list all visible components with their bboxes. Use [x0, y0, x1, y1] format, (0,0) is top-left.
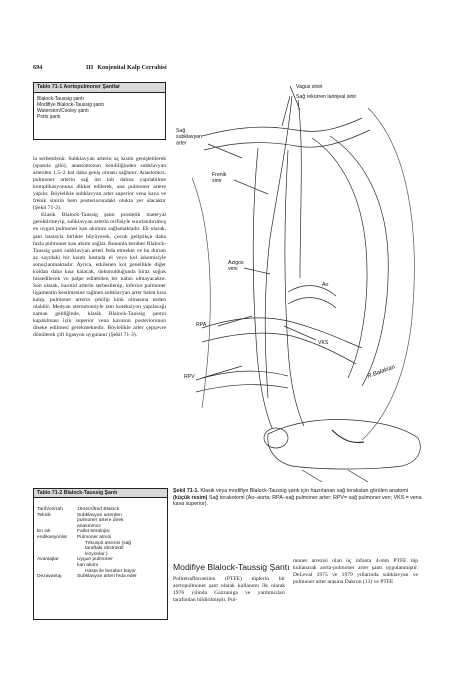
label-azygos-line: veni	[228, 266, 238, 273]
paragraph: Klasik Blalock-Taussig şantı prostetik materyal gerektirmeyip, subklavyan arterin orifisiyle sınırlandırılmış en uygun pulmoner kan akımını sağlamaktadır. Ek olarak, şant hastayla birlikte büyüyerek, çocuk geliştikçe daha fazla pulmoner kan akımı sağlar. Bununla beraber Blalock-Taussig şantı subklavyan arteri feda etmekte ve bu durum az sayıdaki bir kısım hastada el veya kol iskemisiyle sonuçlanmaktadır. Ayrıca, etkilenen kol genellikle diğer koldan daha kısa kalacak, dokunulduğunda biraz soğuk hissedilecek ve palpe edilebilen bir nabzı olmayacaktır. Son olarak, karotid arterin serbestlenip, inferior pulmoner ligamentin kesilmesine rağmen subklavyan arter halen kısa kalıp, pulmoner arterin çekilip kink olmasına neden olabilir. Medyan sternotomiyle tam koreksiyon yapılacağı zaman geldiğinde, klasik Blalock-Taussig şantın kapatılması için superior vena kavanın posteriorunun diseke edilmesi gerekmektedir. Böylelikle arter çepçevre dönülerek çift ligasyon uygulanır (Şekil 71-3).	[33, 212, 166, 339]
pulmonary-vein	[196, 385, 288, 392]
table-item: Waterston/Cooley şantı	[37, 107, 89, 114]
paragraph: Politetrafloroetilen (PTFE) tüplerin bir aortopulmoner şant olarak kullanımı ilk olarak 1976 yılında Gazzaniga ve yardımcıları tarafından bildirilmiştir. Pul-	[173, 576, 285, 604]
table-title: Tablo 71-2 Blalock-Taussig Şantı	[34, 489, 167, 498]
row-key: endikasyonlar	[37, 534, 68, 540]
anatomy-drawing	[172, 78, 427, 486]
row-key: En sık	[37, 529, 51, 535]
part-number: III	[86, 64, 94, 71]
lung-contour	[192, 178, 210, 408]
page-number: 694	[33, 64, 43, 71]
label-subclavian-line: arter	[176, 140, 187, 147]
row-value: Uygun pulmoner kan akımı	[77, 557, 113, 568]
caption-label: Şekil 71-1.	[173, 488, 199, 494]
row-value: Subklavyan arterden pulmoner artere direk anastomoz	[77, 512, 124, 529]
paragraph: moner atrezisi olan üç infanta 4-mm PTFE tüp kullanarak aorta-pulmoner arter şantı uygulanmıştır. DeLeval 1975 ve 1979 yıllarında subklavyan ve pulmoner arter arasına Dakron (13) ve PTFE	[293, 558, 418, 586]
azygos-vein	[288, 298, 336, 308]
caption-inset-label: (küçük resim)	[173, 494, 208, 501]
label-azygos	[228, 260, 245, 272]
row-value: Pulmoner atrezi	[77, 534, 112, 540]
table-aortopulmonary-shunts	[33, 82, 166, 140]
azygos-vein	[288, 286, 336, 296]
phrenic-nerve	[298, 100, 301, 278]
row-value: Subklavyan arteri feda eder	[77, 574, 137, 580]
row-value: 1944/Alfred Blalock	[77, 507, 120, 512]
leader-line	[244, 268, 270, 274]
inset-patient-body	[268, 420, 421, 469]
table-blalock-taussig	[33, 488, 168, 620]
row-value: Fallot tetralojisi	[77, 529, 110, 535]
table-title: Tablo 71-1 Aortopulmoner Şantlar	[34, 83, 165, 93]
row-key	[34, 541, 77, 558]
leader-line	[218, 316, 252, 326]
caption-text: Klasik veya modifiye Blalock-Taussig şantı için hazırlanan sağ torakstan görülen anatomi	[198, 488, 408, 494]
label-rpv: RPV	[184, 374, 195, 380]
inset-incision	[332, 430, 364, 443]
label-vagus: Vagus siniri	[296, 84, 323, 90]
inset-patient-arm	[302, 470, 368, 482]
label-phrenic-line: Frenik	[212, 172, 227, 178]
row-key: Avantajlar	[37, 557, 59, 563]
figure-caption	[173, 488, 425, 508]
row-value: Trikuspit atrezisi (sağ taraftaki obstruktif lezyonlar )	[85, 540, 132, 557]
body-text-left	[33, 156, 166, 476]
label-aorta: Ao	[322, 282, 329, 288]
paragraph: la serbestlenir. Subklavyan arterin uç kısmı genişletilerek (spatula gibi), anastomozun kendiliğinden subklavyan arterden 1.5–2 kat daha geniş olması sağlanır. Anastomoz, pulmoner arterin sağ üst lob dalına yapılabilme komplikasyonuna dikkat edilerek, ana pulmoner artere yapılır. Böylelikle subklavyan arter superior vena kava ve frenik sinirin hem posteriorundaki olukta yer alacaktır (Şekil 71-2).	[33, 156, 166, 212]
running-header	[86, 64, 167, 71]
subclavian-artery	[202, 118, 362, 136]
chapter-title: Konjenital Kalp Cerrahisi	[97, 64, 167, 71]
table-item: Modifiye Blalock-Taussig şantı	[37, 101, 104, 108]
row-key: Tarih/cerrah	[37, 507, 63, 512]
table-item: Potts şantı	[37, 114, 61, 121]
artist-signature: R.Balakian	[366, 364, 396, 380]
pulmonary-artery	[202, 333, 356, 364]
label-recurrent-nerve: Sağ rekürren larinjeal sinir	[296, 94, 357, 100]
anatomy-illustration	[172, 78, 427, 486]
label-subclavian	[176, 128, 203, 146]
row-key: Teknik	[37, 512, 51, 518]
label-vks: VKS	[318, 340, 329, 346]
section-heading: Modifiye Blalock-Taussig Şantı	[173, 562, 290, 572]
pulmonary-artery	[202, 318, 362, 348]
caption-rest: Sağ torakotomi (Ao–aorta; RPA–sağ pulmoner arter; RPV= sağ pulmoner ven; VKS = vena kava superior).	[173, 494, 422, 508]
leader-line	[208, 144, 242, 158]
row-key: Dezavantaj	[37, 574, 62, 580]
label-phrenic-line: sinir	[212, 178, 222, 185]
vena-cava	[253, 148, 272, 428]
label-azygos-line: Azigos	[228, 260, 244, 266]
label-subclavian-line: Sağ	[176, 128, 186, 134]
label-subclavian-line: subklavyan	[176, 134, 202, 141]
table-item: Blalock-Taussig şantı	[37, 95, 84, 102]
aorta	[330, 136, 388, 386]
leader-line	[234, 180, 268, 194]
row-value: Hasta ile beraber büyür	[85, 568, 136, 574]
label-phrenic	[212, 172, 228, 184]
label-rpa: RPA	[196, 322, 207, 328]
